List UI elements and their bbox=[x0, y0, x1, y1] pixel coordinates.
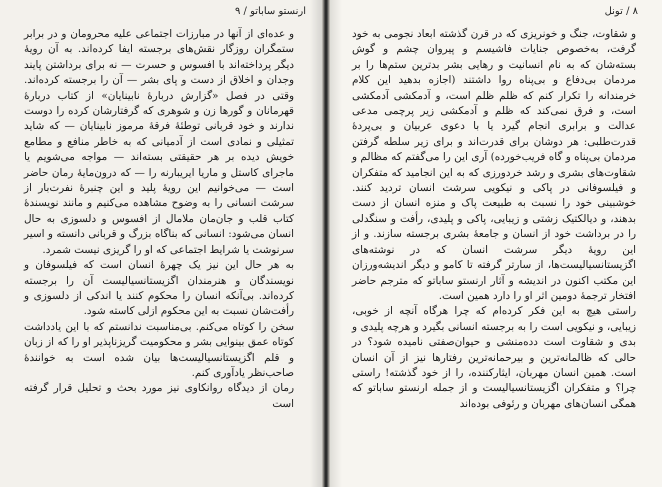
left-running-title bbox=[235, 6, 306, 17]
right-running-title bbox=[605, 6, 638, 17]
left-page-number: ۹ bbox=[234, 6, 241, 17]
right-header-title: تونل bbox=[604, 6, 623, 17]
left-paragraph-4: رمان از دیدگاه روانکاوی نیز مورد بحث و تحلیل قرار گرفته است bbox=[24, 382, 294, 410]
right-paragraph-1: و شقاوت، جنگ و خونریزی که در قرن گذشته ابعاد نجومی به خود گرفت، به‌خصوص جنایات فاشیسم و پیروان چشم و گوش بسته‌شان که به نام انسانیت و رهایی بشر بدترین ستم‌ها را بر مردمان بی‌دفاع و بی‌پناه روا داشتند (اجازه بدهید این کلام خرمندانه را تکرار کنم که ظلم ظلم است، و آدمکشی آدمکشی است، و فرق نمی‌کند که ظلم و آدمکشی زیر پرچمی مدعی عدالت و برابری انجام گیرد یا با دعوی عربیان و بی‌پردهٔ قدرت‌طلبی: هر دوشان برای قدرت‌اند و برای زیر سلطه گرفتن مردمان بی‌پناه و گاه فریب‌خورده) آری این را می‌گفتم که مظالم و شقاوت‌های بشری و رشد خردورزی که به این انجامید که متفکران و فیلسوفانی در پاکی و نیکویی سرشت انسان تردید کنند. خوشبینی خود را نسبت به طبیعت پاک و منزه انسان از دست بدهند، و دیالکتیک زشتی و زیبایی، پاکی و پلیدی، رأفت و سنگدلی را در برداشت خود از انسان و جامعهٔ بشری برجسته سازند. و از این رویهٔ دیگر سرشت انسان که در نوشته‌های اگزیستانسیالیست‌ها، از سارتر گرفته تا کامو و دیگر اندیشه‌ورزان این مکتب اکنون در اندیشه و آثار ارنستو ساباتو که مترجم حاضر افتخار ترجمهٔ دومین اثر او را دارد همین است. bbox=[352, 28, 636, 302]
left-page bbox=[0, 0, 322, 487]
left-paragraph-2: به هر حال این نیز یک چهرهٔ انسان است که فیلسوفان و نویسندگان و هنرمندان اگزیستانسیالیست آن را برجسته کرده‌اند. بی‌آنکه انسان را محکوم کنند یا اندکی از دلسوزی و رأفت‌شان نسبت به این محکوم ازلی کاسته شود. bbox=[24, 259, 294, 318]
left-header-separator: / bbox=[243, 6, 247, 17]
left-spine-shadow bbox=[310, 0, 322, 487]
left-paragraph-3: سخن را کوتاه می‌کنم. بی‌مناسبت ندانستم که با این یادداشت کوتاه عمق بینوایی بشر و محکومیت گریزناپذیر او را که از زبان و قلم اگزیستانسیالیست‌ها بیان شده است به خوانندهٔ صاحب‌نظر یادآوری کنم. bbox=[24, 320, 294, 379]
left-paragraph-1: و عده‌ای از آنها در مبارزات اجتماعی علیه محرومان و در برابر ستمگران روزگار نقش‌های برجسته ایفا کرده‌اند. به آن رویهٔ دیگر پرداخته‌اند با افسوس و حسرت — نه برای برداشتن پایند وجدان و اخلاق از دست و پای بشر — آن را برجسته کرده‌اند. وقتی در فصل «گزارش دربارهٔ نابینایان» از کتاب دربارهٔ قهرمانان و گورها زن و شوهری که گرفتارشان کرده را دوست ندارند و خود قربانی توطئهٔ فرقهٔ مرموز نابینایان — که شاید تمثیلی و نمادی است از آدمیانی که به خاطر منافع و مطامع خویش دیده بر هر حقیقتی بسته‌اند — مواجه می‌شویم یا ماجرای کاستل و ماریا ایریبارنه را — که درون‌مایهٔ رمان حاضر است — می‌خوانیم این رویهٔ پلید و این چنبرهٔ نفرت‌بار از سرشت انسانی را به وضوح مشاهده می‌کنیم و مانند نویسندهٔ کتاب قلب و جان‌مان ملامال از افسوس و دلسوزی به حال انسان می‌شود: انسانی که بناگاه بزرگ و قربانی دانسته و اسیر سرنوشت یا شرایط اجتماعی که او را گریزی نیست شمرد. bbox=[24, 28, 294, 256]
right-page-header bbox=[344, 6, 638, 17]
book-gutter bbox=[322, 0, 330, 487]
left-page-text bbox=[24, 27, 294, 412]
right-page-number: ۸ bbox=[632, 6, 638, 17]
right-page-text bbox=[352, 27, 636, 412]
left-page-header bbox=[24, 6, 306, 17]
right-page bbox=[330, 0, 662, 487]
right-spine-shadow bbox=[330, 0, 342, 487]
right-paragraph-2: راستی هیچ به این فکر کرده‌ام که چرا هرگاه آنچه از خوبی، زیبایی، و نیکویی است را به برجسته انسانی بگیرد و هرچه پلیدی و بدی و شقاوت است دده‌منشی و حیوان‌صفتی نامیده شود؟ در حالی که ظالمانه‌ترین و بیرحمانه‌ترین رفتارها نیز از آن انسان است. همین انسان مهربان، ایثارکننده، را از خود گذشته! راستی چرا؟ و متفکران اگزیستانسیالیست و از جمله ارنستو ساباتو که همگی انسان‌های مهربان و رئوفی بوده‌اند bbox=[352, 305, 636, 410]
right-header-separator: / bbox=[626, 6, 630, 17]
left-header-title: ارنستو ساباتو bbox=[250, 6, 306, 17]
